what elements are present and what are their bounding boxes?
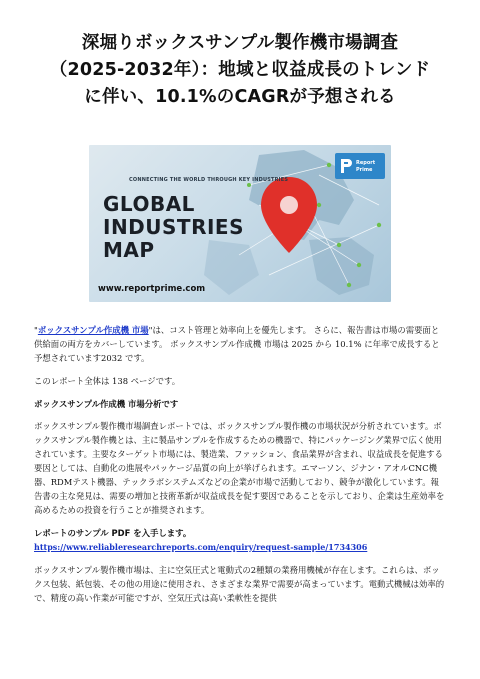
document-title [34,0,446,111]
hero-heading: GLOBAL INDUSTRIES MAP [103,192,244,262]
analysis-heading: ボックスサンプル作成機 市場分析です [34,399,179,409]
analysis-paragraph: ボックスサンプル製作機市場調査レポートでは、ボックスサンプル製作機の市場状況が分析されています。ボックスサンプル製作機とは、主に製品サンプルを作成するための機器で、特にパッケージング業界で広く使用されています。主要なターゲット市場には、製造業、ファッション、食品業界が含まれ、収益成長を促進する要因としては、自動化の進展やパッケージ品質の向上が挙げられます。エマーソン、ジナン・アオルCNC機器、RDMテスト機器、テックラボシステムズなどの企業が市場で活動しており、競争が激化しています。報告書の主な発見は、需要の増加と技術革新が収益成長を促す要因であることを示しており、企業は生産効率を高めるための投資を行うことが推奨されます。 [34,421,445,515]
page-count-line: このレポート全体は 138 ページです。 [34,376,181,386]
market-link[interactable]: ボックスサンプル作成機 市場 [37,325,149,335]
hero-banner-image [89,145,391,302]
title-line-1: 深堀りボックスサンプル製作機市場調査 [81,33,399,53]
title-line-2: （2025-2032年）：地域と収益成長のトレンド [49,60,431,80]
logo-mark-icon [340,158,352,174]
hero-tagline: CONNECTING THE WORLD THROUGH KEY INDUSTRIES [129,177,289,183]
hero-url: www.reportprime.com [98,284,206,294]
sample-link[interactable]: https://www.reliableresearchreports.com/enquiry/request-sample/1734306 [34,542,368,552]
title-line-3: に伴い、10.1%のCAGRが予想される [84,87,396,107]
sample-label: レポートのサンプル PDF を入手します。 [34,528,192,538]
types-paragraph: ボックスサンプル製作機市場は、主に空気圧式と電動式の2種類の業務用機械が存在します。これらは、ボックス包装、紙包装、その他の用途に使用され、さまざまな業界で需要が高まっています。電動式機械は効率的で、精度の高い作業が可能ですが、空気圧式は高い柔軟性を提供 [34,565,445,603]
intro-paragraph: "ボックスサンプル作成機 市場"は、コスト管理と効率向上を優先します。 さらに、報告書は市場の需要面と供給面の両方をカバーしています。 ボックスサンプル作成機 市場は 2025 から 10.1% に年率で成長すると予想されています2032 です。 [34,325,440,363]
sample-request [34,526,446,554]
document-body [34,323,446,605]
map-pin-icon [261,177,317,253]
reportprime-logo: Report Prime [335,153,385,179]
